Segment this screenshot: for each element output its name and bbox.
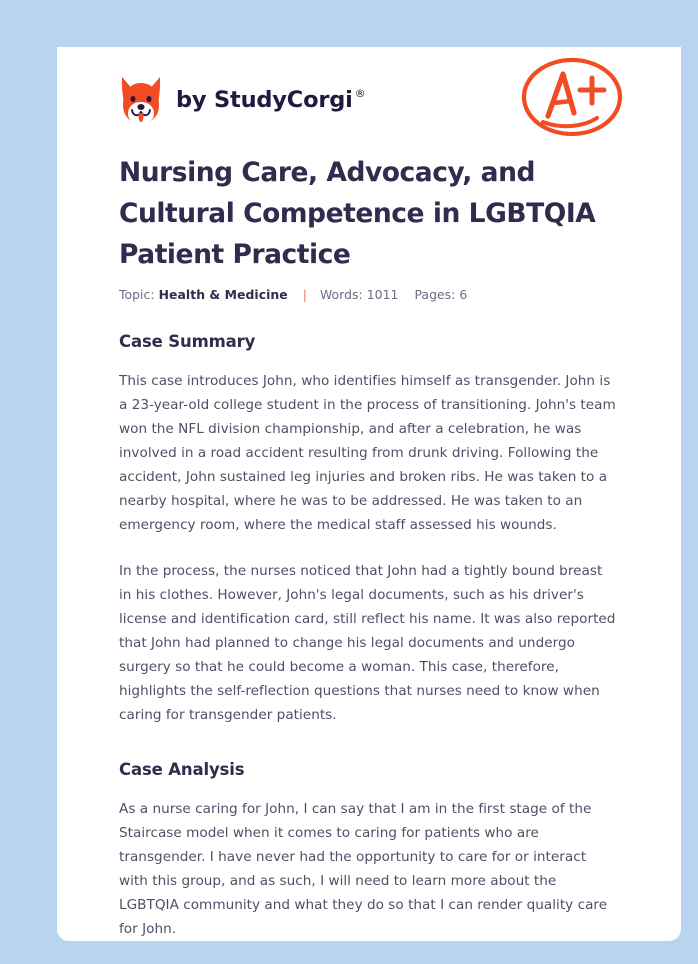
topic-value[interactable]: Health & Medicine bbox=[158, 287, 288, 303]
pages-value: 6 bbox=[459, 287, 468, 303]
registered-trademark-icon: ® bbox=[354, 86, 366, 100]
paragraph: As a nurse caring for John, I can say that I am in the first stage of the Staircase model when it comes to caring for patients who are transgender. I have never had the opportunity to care for or interact with this group, and as such, I will need to learn more about the LGBTQIA community and what they do so that I can render quality care for John. bbox=[119, 801, 608, 938]
words-value: 1011 bbox=[366, 287, 399, 303]
a-plus-grade-badge-icon bbox=[517, 53, 627, 141]
brand-name-text: by StudyCorgi bbox=[176, 86, 353, 113]
document-meta bbox=[119, 287, 619, 302]
document-page bbox=[57, 47, 681, 941]
meta-separator: | bbox=[302, 287, 307, 303]
topic-label: Topic: bbox=[119, 287, 155, 303]
brand-lockup[interactable] bbox=[119, 75, 365, 125]
words-label: Words: bbox=[319, 287, 363, 303]
paragraph: This case introduces John, who identifies himself as transgender. John is a 23-year-old college student in the process of transitioning. John's team won the NFL division championship, and after a celebration, he was involved in a road accident resulting from drunk driving. Following the accident, John sustained leg injuries and broken ribs. He was taken to a nearby hospital, where he was to be addressed. He was taken to an emergency room, where the medical staff assessed his wounds. bbox=[119, 373, 616, 534]
paragraph: In the process, the nurses noticed that John had a tightly bound breast in his clothes. However, John's legal documents, such as his driver's license and identification card, still reflect his name. It was also reported that John had planned to change his legal documents and undergo surgery so that he could become a woman. This case, therefore, highlights the self-reflection questions that nurses need to know when caring for transgender patients. bbox=[119, 563, 616, 724]
section-heading-case-summary: Case Summary bbox=[119, 332, 256, 352]
brand-name bbox=[176, 87, 365, 113]
page-header bbox=[119, 47, 619, 152]
corgi-logo-icon bbox=[119, 75, 163, 125]
page-title: Nursing Care, Advocacy, and Cultural Competence in LGBTQIA Patient Practice bbox=[119, 157, 596, 271]
document-body bbox=[119, 152, 619, 941]
pages-label: Pages: bbox=[414, 287, 456, 303]
section-heading-case-analysis: Case Analysis bbox=[119, 760, 245, 780]
